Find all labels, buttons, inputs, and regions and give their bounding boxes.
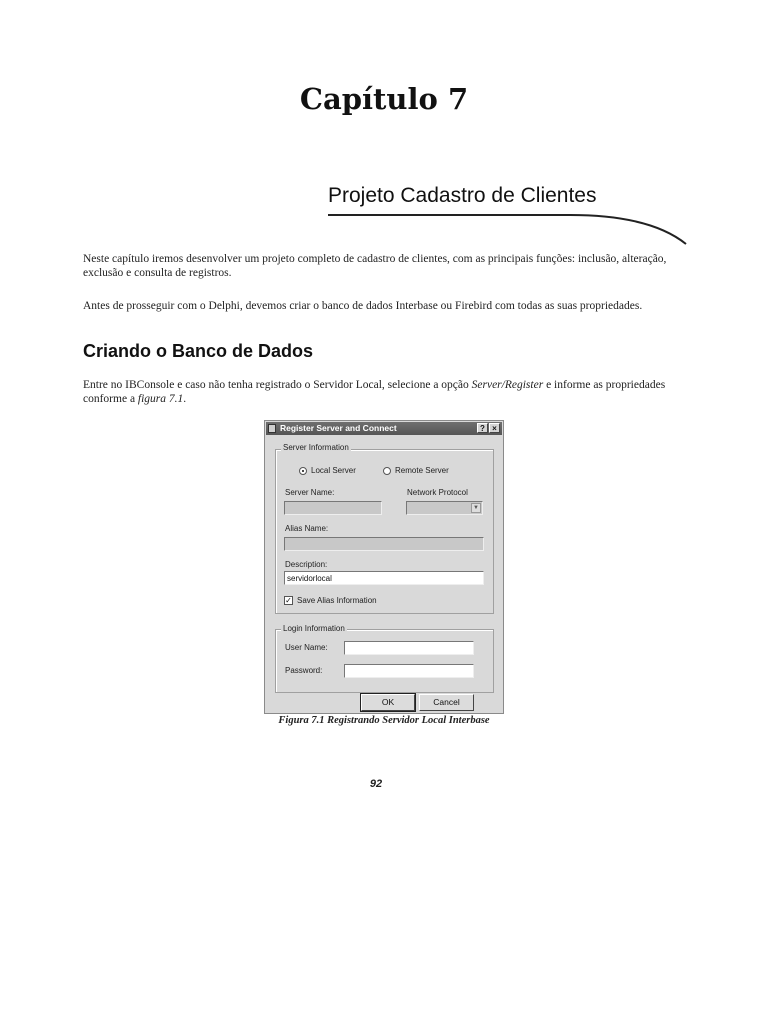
subsection-paragraph	[83, 378, 689, 406]
subsection-text-before: Entre no IBConsole e caso não tenha registrado o Servidor Local, selecione a opção	[83, 379, 472, 391]
subsection-text-middle: e informe as propriedades conforme a	[83, 379, 666, 405]
server-name-label: Server Name:	[285, 488, 335, 497]
alias-name-label: Alias Name:	[285, 524, 329, 533]
description-label: Description:	[285, 560, 328, 569]
login-information-label: Login Information	[283, 624, 345, 633]
server-name-field[interactable]	[284, 501, 382, 515]
chevron-down-icon[interactable]: ▼	[471, 503, 481, 513]
server-information-label: Server Information	[283, 443, 349, 452]
user-name-label: User Name:	[285, 643, 328, 652]
section-underline-swoosh	[320, 206, 690, 248]
local-server-radio[interactable]	[299, 467, 307, 475]
alias-name-field[interactable]	[284, 537, 484, 551]
description-field[interactable]	[284, 571, 484, 585]
help-button[interactable]: ?	[477, 423, 488, 433]
section-title: Projeto Cadastro de Clientes	[328, 184, 597, 207]
save-alias-checkbox[interactable]: ✓	[285, 596, 292, 605]
dialog-titlebar	[266, 422, 502, 435]
subsection-text-after: .	[183, 393, 187, 405]
intro-paragraph-1: Neste capítulo iremos desenvolver um projeto completo de cadastro de clientes, com as principais funções: inclusão, alteração, exclusão e consulta de registros.	[83, 253, 667, 279]
ok-button[interactable]: OK	[361, 694, 415, 711]
network-protocol-select[interactable]	[406, 501, 483, 515]
remote-server-label: Remote Server	[395, 466, 449, 475]
subsection-title: Criando o Banco de Dados	[83, 341, 314, 361]
figure-reference-emphasis: figura 7.1	[137, 393, 184, 405]
user-name-field[interactable]	[344, 641, 474, 655]
network-protocol-label: Network Protocol	[407, 488, 468, 497]
page-number: 92	[369, 778, 383, 790]
description-value: servidorlocal	[287, 574, 332, 583]
password-field[interactable]	[344, 664, 474, 678]
close-button[interactable]: ×	[489, 423, 500, 433]
remote-server-radio[interactable]	[383, 467, 391, 475]
menu-path-emphasis: Server/Register	[471, 379, 544, 391]
save-alias-label: Save Alias Information	[297, 596, 377, 605]
local-server-label: Local Server	[311, 466, 356, 475]
intro-paragraph-2: Antes de prosseguir com o Delphi, devemos criar o banco de dados Interbase ou Firebird com todas as suas propriedades.	[83, 300, 643, 312]
dialog-title: Register Server and Connect	[280, 423, 397, 433]
login-information-group	[275, 629, 494, 693]
password-label: Password:	[285, 666, 323, 675]
chapter-title: Capítulo 7	[299, 82, 469, 116]
figure-caption: Figura 7.1 Registrando Servidor Local Interbase	[278, 715, 490, 726]
app-icon	[268, 424, 276, 433]
cancel-button[interactable]: Cancel	[419, 694, 474, 711]
register-server-dialog	[264, 420, 504, 714]
